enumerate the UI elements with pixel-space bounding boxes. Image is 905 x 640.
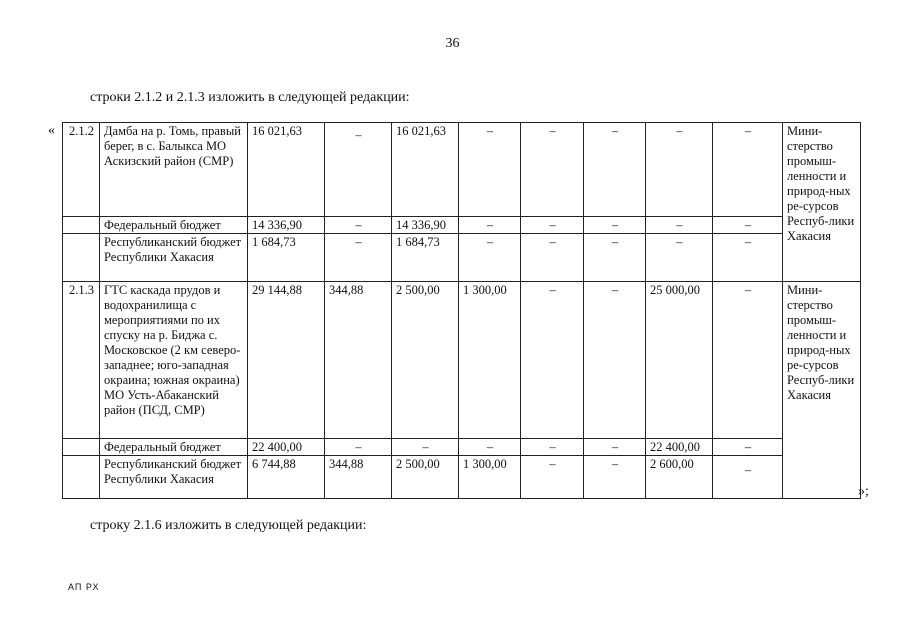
intro-text: строки 2.1.2 и 2.1.3 изложить в следующей редакции: [90, 90, 410, 105]
row-code: 2.1.2 [63, 123, 100, 217]
cell-value: – [713, 234, 783, 282]
table-row [63, 439, 861, 456]
cell-value: – [521, 282, 584, 439]
cell-value: – [713, 439, 783, 456]
cell-value: – [325, 217, 392, 234]
row-name: Федеральный бюджет [100, 439, 248, 456]
executor-cell: Мини-стерство промыш-ленности и природ-ных ре-сурсов Респуб-лики Хакасия [783, 282, 861, 499]
cell-value: 16 021,63 [392, 123, 459, 217]
cell-value: 344,88 [325, 456, 392, 499]
cell-value: 29 144,88 [248, 282, 325, 439]
cell-value: – [713, 217, 783, 234]
row-name: Республиканский бюджет Республики Хакасия [100, 456, 248, 499]
intro2-text: строку 2.1.6 изложить в следующей редакции: [90, 518, 367, 533]
cell-value: – [521, 439, 584, 456]
table-row [63, 217, 861, 234]
cell-value: 2 600,00 [646, 456, 713, 499]
row-name: Республиканский бюджет Республики Хакасия [100, 234, 248, 282]
cell-value [325, 123, 392, 217]
cell-value-text: – [744, 463, 752, 477]
cell-value: – [584, 217, 646, 234]
cell-value: – [713, 282, 783, 439]
cell-value: – [584, 282, 646, 439]
quote-close: »; [858, 484, 869, 499]
row-name: Дамба на р. Томь, правый берег, в с. Балыкса МО Аскизский район (СМР) [100, 123, 248, 217]
table-row [63, 456, 861, 499]
executor-cell: Мини-стерство промыш-ленности и природ-ных ре-сурсов Респуб-лики Хакасия [783, 123, 861, 282]
cell-value: – [521, 456, 584, 499]
cell-value: 2 500,00 [392, 282, 459, 439]
cell-value: 1 300,00 [459, 282, 521, 439]
cell-value: 1 300,00 [459, 456, 521, 499]
row-name: Федеральный бюджет [100, 217, 248, 234]
cell-value: 14 336,90 [392, 217, 459, 234]
row-code [63, 439, 100, 456]
cell-value [713, 456, 783, 499]
cell-value: 16 021,63 [248, 123, 325, 217]
page-number: 36 [445, 36, 460, 51]
cell-value: – [325, 439, 392, 456]
cell-value: – [459, 217, 521, 234]
cell-value: – [646, 123, 713, 217]
cell-value: 22 400,00 [248, 439, 325, 456]
cell-value: 22 400,00 [646, 439, 713, 456]
cell-value: – [325, 234, 392, 282]
cell-value: 1 684,73 [392, 234, 459, 282]
row-code [63, 456, 100, 499]
row-code: 2.1.3 [63, 282, 100, 439]
cell-value: – [584, 456, 646, 499]
cell-value-text: – [355, 128, 362, 142]
cell-value: – [584, 439, 646, 456]
row-code [63, 234, 100, 282]
quote-open: « [48, 123, 55, 138]
table-row [63, 123, 861, 217]
row-code [63, 217, 100, 234]
cell-value: – [521, 123, 584, 217]
cell-value: – [459, 439, 521, 456]
cell-value: – [646, 217, 713, 234]
cell-value: – [646, 234, 713, 282]
program-table [62, 122, 861, 499]
cell-value: – [459, 123, 521, 217]
row-name: ГТС каскада прудов и водохранилища с мероприятиями по их спуску на р. Биджа с. Московское (2 км северо-западнее; юго-западная окраина; южная окраина) МО Усть-Абаканский район (ПСД, СМР) [100, 282, 248, 439]
cell-value: 2 500,00 [392, 456, 459, 499]
cell-value: – [521, 217, 584, 234]
cell-value: – [459, 234, 521, 282]
cell-value: 6 744,88 [248, 456, 325, 499]
cell-value: – [521, 234, 584, 282]
cell-value: – [392, 439, 459, 456]
cell-value: 25 000,00 [646, 282, 713, 439]
stamp-text: АП РХ [68, 582, 100, 592]
table-row [63, 234, 861, 282]
table-row [63, 282, 861, 439]
cell-value: – [713, 123, 783, 217]
cell-value: – [584, 234, 646, 282]
cell-value: 1 684,73 [248, 234, 325, 282]
cell-value: 344,88 [325, 282, 392, 439]
cell-value: – [584, 123, 646, 217]
cell-value: 14 336,90 [248, 217, 325, 234]
